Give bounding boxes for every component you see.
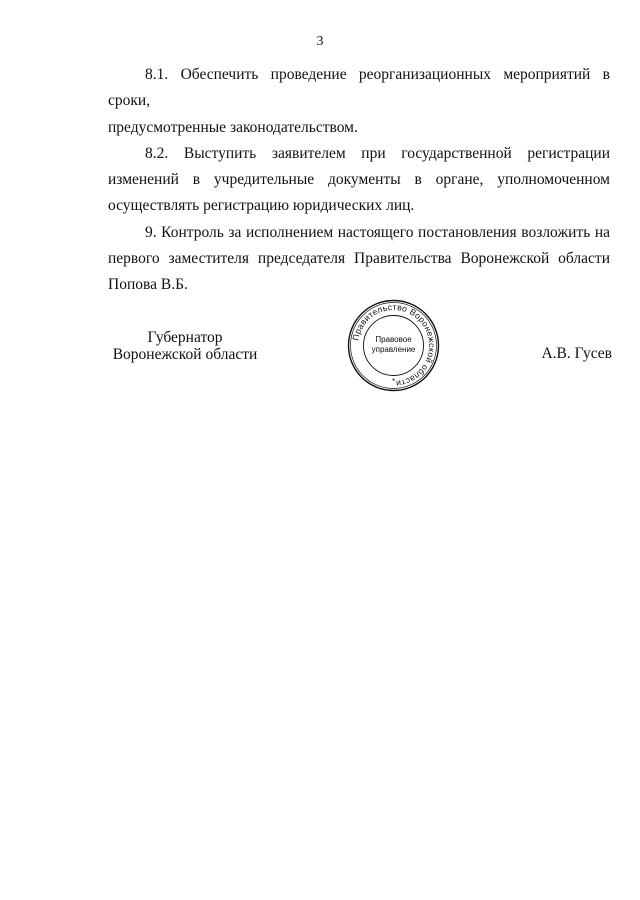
paragraph-8-2-line-2: изменений в учредительные документы в органе, уполномоченном bbox=[108, 171, 610, 189]
paragraph-8-1 bbox=[108, 62, 610, 141]
svg-text:Правовое: Правовое bbox=[375, 335, 412, 344]
paragraph-8-2-line-3: осуществлять регистрацию юридических лиц. bbox=[108, 197, 415, 215]
paragraph-8-1-line-2: предусмотренные законодательством. bbox=[108, 118, 358, 136]
paragraph-8-2 bbox=[108, 141, 610, 220]
stamp-seal-icon bbox=[347, 299, 440, 392]
page-number: 3 bbox=[316, 34, 324, 49]
paragraph-8-1-line-1: 8.1. Обеспечить проведение реорганизационных мероприятий в сроки, bbox=[108, 66, 610, 110]
svg-text:Правительство Воронежской обла: Правительство Воронежской области bbox=[350, 301, 438, 389]
signatory-title-line-1: Губернатор bbox=[147, 329, 223, 346]
document-body bbox=[108, 62, 610, 299]
paragraph-9-line-1: 9. Контроль за исполнением настоящего постановления возложить на bbox=[145, 223, 610, 241]
paragraph-9-line-2: первого заместителя председателя Правительства Воронежской области bbox=[108, 250, 610, 268]
signatory-title-line-2: Воронежской области bbox=[112, 346, 258, 363]
official-stamp bbox=[347, 299, 440, 392]
paragraph-9 bbox=[108, 220, 610, 299]
svg-text:*: * bbox=[391, 377, 396, 386]
signatory-name: А.В. Гусев bbox=[541, 345, 612, 362]
svg-text:управление: управление bbox=[371, 345, 416, 354]
paragraph-8-2-line-1: 8.2. Выступить заявителем при государственной регистрации bbox=[145, 144, 610, 162]
signatory-title bbox=[110, 329, 260, 363]
paragraph-9-line-3: Попова В.Б. bbox=[108, 276, 188, 294]
